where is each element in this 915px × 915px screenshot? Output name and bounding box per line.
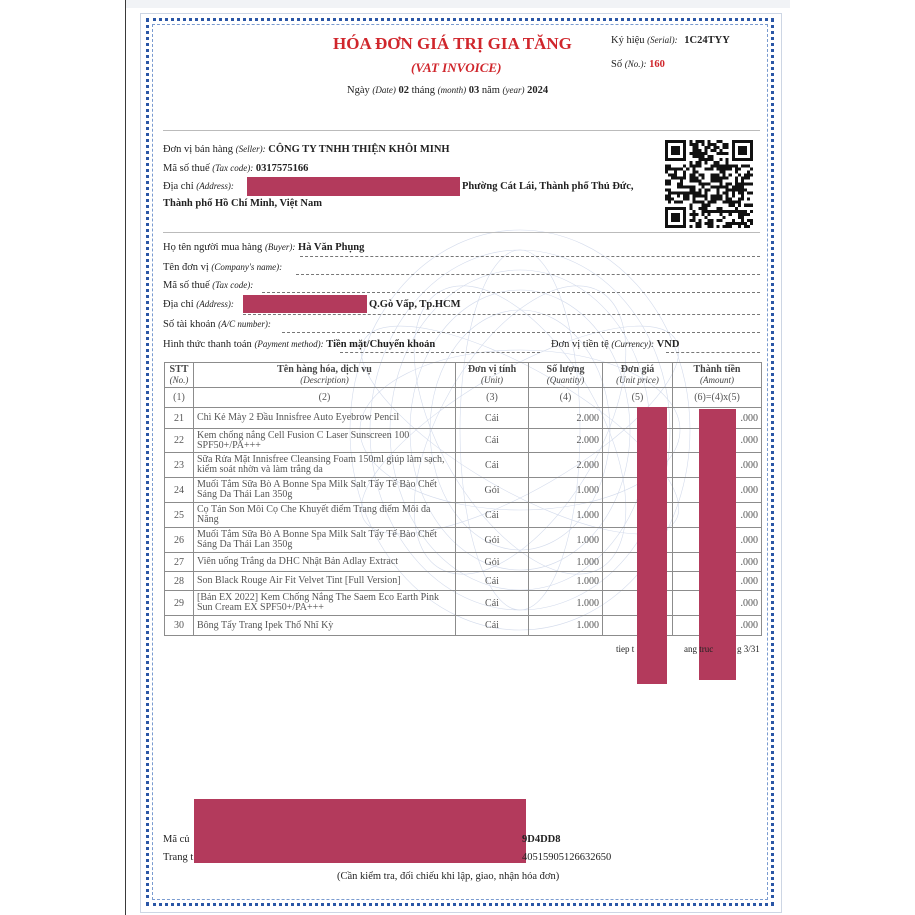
seller-divider — [163, 232, 760, 233]
col-header-unit — [456, 363, 529, 388]
row-quantity: 1.000 — [529, 572, 603, 591]
table-row — [165, 616, 762, 636]
seller-tax-line — [163, 163, 308, 174]
col-header-no-en: (No.) — [169, 375, 189, 385]
index-cell: (2) — [194, 388, 456, 408]
col-header-no-vi: STT — [169, 364, 189, 375]
serial-label: Ký hiệu — [611, 35, 645, 46]
row-amount: .000 — [673, 528, 762, 553]
table-row — [165, 591, 762, 616]
row-amount: .000 — [673, 408, 762, 429]
serial-label-en: (Serial): — [647, 35, 678, 45]
year-label: năm — [481, 85, 500, 96]
row-quantity: 2.000 — [529, 453, 603, 478]
row-amount: .000 — [673, 429, 762, 453]
seller-address-tail: Phường Cát Lái, Thành phố Thủ Đức, — [462, 181, 634, 192]
row-amount: .000 — [673, 503, 762, 528]
index-cell: (5) — [603, 388, 673, 408]
currency-value: VND — [656, 339, 680, 350]
index-cell: (3) — [456, 388, 529, 408]
row-amount: .000 — [673, 572, 762, 591]
table-index-row — [165, 388, 762, 408]
col-header-unit-price-vi: Đơn giá — [620, 364, 655, 375]
col-header-unit-en: (Unit) — [481, 375, 503, 385]
col-header-description-vi: Tên hàng hóa, dịch vụ — [277, 364, 372, 375]
row-number: 30 — [165, 616, 194, 636]
items-table — [164, 362, 762, 636]
buyer-address-tail: Q.Gò Vấp, Tp.HCM — [369, 299, 461, 310]
account-dots — [282, 332, 760, 333]
index-cell: (1) — [165, 388, 194, 408]
row-quantity: 2.000 — [529, 408, 603, 429]
seller-tax-code: 0317575166 — [255, 163, 309, 174]
seller-name: CÔNG TY TNHH THIỆN KHÔI MINH — [268, 144, 450, 155]
buyer-name: Hà Văn Phụng — [298, 242, 365, 253]
header-divider — [163, 130, 760, 131]
row-unit: Cái — [456, 408, 529, 429]
row-quantity: 1.000 — [529, 503, 603, 528]
lookup-site-label: Trang t — [163, 852, 194, 863]
row-unit: Cái — [456, 591, 529, 616]
row-unit: Gói — [456, 528, 529, 553]
invoice-number: 160 — [649, 59, 665, 70]
row-number: 24 — [165, 478, 194, 503]
row-quantity: 1.000 — [529, 553, 603, 572]
date-line — [347, 85, 548, 96]
payment-line — [163, 339, 435, 350]
seller-name-label: Đơn vị bán hàng — [163, 144, 233, 155]
row-amount: .000 — [673, 553, 762, 572]
col-header-amount-vi: Thành tiền — [693, 364, 741, 375]
company-label: Tên đơn vị — [163, 262, 209, 273]
redaction-amount — [699, 409, 736, 680]
row-amount: .000 — [673, 616, 762, 636]
top-band — [126, 0, 790, 8]
continued-note-mid: ang truc — [684, 644, 714, 654]
table-row — [165, 572, 762, 591]
currency-line — [551, 339, 679, 350]
no-label-en: (No.): — [624, 59, 647, 69]
row-quantity: 2.000 — [529, 429, 603, 453]
row-unit: Cái — [456, 503, 529, 528]
date-label: Ngày — [347, 85, 370, 96]
seller-name-label-en: (Seller): — [235, 144, 266, 154]
currency-dots — [666, 352, 760, 353]
qr-code — [665, 140, 753, 228]
col-header-description-en: (Description) — [300, 375, 349, 385]
date-month: 03 — [468, 85, 480, 96]
row-number: 23 — [165, 453, 194, 478]
company-label-en: (Company's name): — [211, 262, 283, 272]
month-label-en: (month) — [437, 85, 467, 95]
row-description: Son Black Rouge Air Fit Velvet Tint [Full Version] — [194, 572, 456, 591]
col-header-unit-vi: Đơn vị tính — [467, 364, 517, 375]
index-cell: (6)=(4)x(5) — [673, 388, 762, 408]
continued-note-left: tiep t — [616, 644, 635, 654]
row-unit: Cái — [456, 429, 529, 453]
table-row — [165, 453, 762, 478]
row-description: Muối Tắm Sữa Bò A Bonne Spa Milk Salt Tẩy Tế Bào Chết Sáng Da Thái Lan 350g — [194, 528, 456, 553]
row-unit: Cái — [456, 572, 529, 591]
row-description: Muối Tắm Sữa Bò A Bonne Spa Milk Salt Tẩy Tế Bào Chết Sáng Da Thái Lan 350g — [194, 478, 456, 503]
seller-name-line — [163, 144, 450, 155]
year-label-en: (year) — [502, 85, 525, 95]
date-day: 02 — [398, 85, 409, 96]
col-header-quantity-en: (Quantity) — [546, 375, 585, 385]
seller-address-line2: Thành phố Hồ Chí Minh, Việt Nam — [163, 198, 322, 209]
payment-label-en: (Payment method): — [254, 339, 324, 349]
serial-line — [611, 35, 730, 46]
table-row — [165, 429, 762, 453]
col-header-amount-en: (Amount) — [700, 375, 734, 385]
buyer-name-line — [163, 242, 364, 253]
redaction-unit-price — [637, 407, 667, 684]
buyer-name-dots — [300, 256, 760, 257]
buyer-tax-line — [163, 280, 253, 291]
date-label-en: (Date) — [372, 85, 396, 95]
lookup-code-tail: 9D4DD8 — [522, 834, 561, 845]
account-label-en: (A/C number): — [218, 319, 271, 329]
row-unit: Cái — [456, 616, 529, 636]
invoice-subtitle: (VAT INVOICE) — [411, 60, 502, 75]
row-description: Viên uống Trắng da DHC Nhật Bản Adlay Extract — [194, 553, 456, 572]
row-amount: .000 — [673, 478, 762, 503]
row-amount: .000 — [673, 453, 762, 478]
col-header-quantity-vi: Số lượng — [546, 364, 585, 375]
col-header-unit-price — [603, 363, 673, 388]
row-description: Cọ Tán Son Môi Cọ Che Khuyết điểm Trang điểm Môi đa Năng — [194, 503, 456, 528]
redaction-seller-address — [247, 177, 460, 196]
seller-address-label: Địa chỉ — [163, 181, 194, 192]
table-row — [165, 478, 762, 503]
row-description: Bông Tẩy Trang Ipek Thổ Nhĩ Kỳ — [194, 616, 456, 636]
col-header-no — [165, 363, 194, 388]
invoice-title: HÓA ĐƠN GIÁ TRỊ GIA TĂNG — [333, 34, 572, 53]
seller-tax-label-en: (Tax code): — [212, 163, 254, 173]
payment-value: Tiền mặt/Chuyển khoản — [326, 339, 436, 350]
account-label: Số tài khoản — [163, 319, 216, 330]
payment-dots — [340, 352, 540, 353]
buyer-tax-dots — [262, 292, 760, 293]
col-header-amount — [673, 363, 762, 388]
buyer-tax-label-en: (Tax code): — [212, 280, 254, 290]
row-number: 21 — [165, 408, 194, 429]
buyer-address-line — [163, 299, 234, 310]
row-number: 29 — [165, 591, 194, 616]
row-unit: Gói — [456, 478, 529, 503]
table-header-row — [165, 363, 762, 388]
month-label: tháng — [411, 85, 435, 96]
row-number: 27 — [165, 553, 194, 572]
row-quantity: 1.000 — [529, 616, 603, 636]
table-row — [165, 503, 762, 528]
row-number: 26 — [165, 528, 194, 553]
row-description: [Bản EX 2022] Kem Chống Nắng The Saem Eco Earth Pink Sun Cream EX SPF50+/PA+++ — [194, 591, 456, 616]
row-quantity: 1.000 — [529, 478, 603, 503]
seller-tax-label: Mã số thuế — [163, 163, 210, 174]
payment-label: Hình thức thanh toán — [163, 339, 252, 350]
currency-label-en: (Currency): — [611, 339, 655, 349]
redaction-buyer-address — [243, 295, 367, 313]
lookup-code-label: Mã củ — [163, 834, 190, 845]
continued-note-right: g 3/31 — [737, 644, 760, 654]
row-number: 25 — [165, 503, 194, 528]
buyer-label-en: (Buyer): — [264, 242, 296, 252]
seller-address-label-line — [163, 181, 234, 192]
row-quantity: 1.000 — [529, 591, 603, 616]
redaction-footer — [194, 799, 526, 863]
row-description: Chì Kẻ Mày 2 Đầu Innisfree Auto Eyebrow Pencil — [194, 408, 456, 429]
currency-label: Đơn vị tiền tệ — [551, 339, 609, 350]
table-row — [165, 408, 762, 429]
row-amount: .000 — [673, 591, 762, 616]
row-unit: Gói — [456, 553, 529, 572]
buyer-label: Họ tên người mua hàng — [163, 242, 263, 253]
buyer-address-dots — [243, 314, 760, 315]
seller-address-label-en: (Address): — [196, 181, 234, 191]
row-number: 22 — [165, 429, 194, 453]
row-unit: Cái — [456, 453, 529, 478]
col-header-unit-price-en: (Unit price) — [616, 375, 659, 385]
index-cell: (4) — [529, 388, 603, 408]
buyer-address-label-en: (Address): — [196, 299, 234, 309]
date-year: 2024 — [527, 85, 549, 96]
buyer-address-label: Địa chỉ — [163, 299, 194, 310]
row-number: 28 — [165, 572, 194, 591]
invoice-number-line — [611, 59, 665, 70]
row-description: Sữa Rửa Mặt Innisfree Cleansing Foam 150ml giúp làm sạch, kiểm soát nhờn và làm trắng da — [194, 453, 456, 478]
serial-value: 1C24TYY — [684, 35, 730, 46]
company-dots — [296, 274, 760, 275]
buyer-tax-label: Mã số thuế — [163, 280, 210, 291]
footer-note: (Cần kiểm tra, đối chiếu khi lập, giao, nhận hóa đơn) — [337, 871, 560, 882]
col-header-quantity — [529, 363, 603, 388]
viewer-left-edge — [125, 0, 126, 915]
lookup-site-tail: 40515905126632650 — [522, 852, 612, 863]
account-line — [163, 319, 271, 330]
no-label: Số — [611, 59, 623, 70]
row-description: Kem chống nắng Cell Fusion C Laser Sunscreen 100 SPF50+/PA+++ — [194, 429, 456, 453]
table-row — [165, 553, 762, 572]
company-line — [163, 262, 282, 273]
col-header-description — [194, 363, 456, 388]
row-quantity: 1.000 — [529, 528, 603, 553]
table-row — [165, 528, 762, 553]
